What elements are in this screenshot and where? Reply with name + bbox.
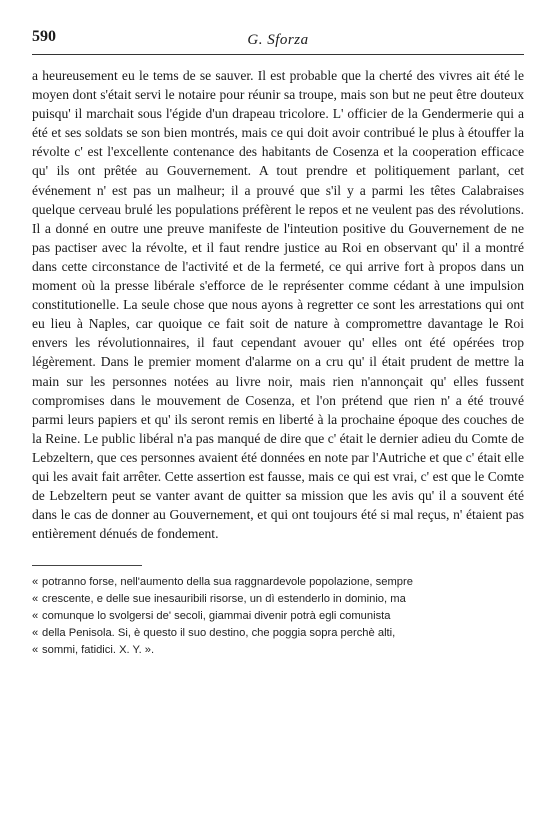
page-number: 590	[32, 28, 56, 45]
footnote-line: « della Penisola. Si, è questo il suo destino, che poggia sopra perchè alti,	[32, 625, 524, 642]
footnote-quote-mark: «	[32, 576, 39, 589]
body-text	[32, 66, 524, 543]
footnote-quote-mark: «	[32, 593, 39, 606]
footnote-line: « crescente, e delle sue inesauribili risorse, un dì estenderlo in dominio, ma	[32, 591, 524, 608]
footnote-line: « potranno forse, nell'aumento della sua raggnardevole popolazione, sempre	[32, 574, 524, 591]
running-head: G. Sforza	[247, 32, 309, 48]
footnote-quote-mark: «	[32, 644, 39, 657]
footnote	[32, 574, 524, 659]
header-rule	[32, 54, 524, 55]
footnote-separator	[32, 565, 142, 566]
footnote-quote-mark: «	[32, 627, 39, 640]
body-paragraph: a heureusement eu le tems de se sauver. Il est probable que la cherté des vivres ait été le moyen dont s'était servi le notaire pour réunir sa troupe, mais son but ne peut être douteux puisqu' il marchait sous l'égide d'un drapeau tricolore. L' officier de la Gendermerie qui a été et ses soldats se son bien montrés, mais ce qui doit avoir contribué le plus à étouffer la révolte c' est l'excellente contenance des habitants de Cosenza et la cooperation efficace qu' ils ont prêtée au Gouvernement. A tout prendre et politiquement parlant, cet événement n' est pas un malheur; il a prouvé que s'il y a parmi les têtes Calabraises quelque cerveau brulé les populations préfèrent le repos et ne veulent pas des révolutions. Il a donné en outre une preuve manifeste de l'inteution positive du Gouvernement de ne pas pactiser avec la révolte, et il faut rendre justice au Roi en observant qu' il a montré dans cette circonstance de l'activité et de la fermeté, ce qui arrive fort à propos dans un moment où la presse libérale s'efforce de le représenter comme cédant à une impulsion constitutionelle. La seule chose que nous ayons à regretter ce sont les arrestations qui ont eu lieu à Naples, car quoique ce fait soit de nature à compromettre davantage le Roi envers les révolutionnaires, il faut cependant avouer qu' elles ont été opérées trop légèrement. Dans le premier moment d'alarme on a cru qu' il était prudent de mettre la main sur les personnes notées au livre noir, mais rien n'annonçait qu' elles fussent compromises dans le mouvement de Cosenza, et l'on prétend que rien n' a été trouvé parmi leurs papiers et qu' ils seront remis en liberté à la prochaine époque des couches de la Reine. Le public libéral n'a pas manqué de dire que c' était le dernier adieu du Comte de Lebzeltern, que ces personnes avaient été données en note par l'Autriche et que c' était elle qui les avait fait arrêter. Cette assertion est fausse, mais ce qui est vrai, c' est que le Comte de Lebzeltern peut se vanter avant de quitter sa mission que les avis qu' il a souvent été dans le cas de donner au Gouvernement, et qui ont toujours été si mal reçus, n' étaient pas entièrement dénués de fondement.	[32, 68, 524, 542]
footnote-line: « comunque lo svolgersi de' secoli, giammai divenir potrà egli comunista	[32, 608, 524, 625]
footnote-line: « sommi, fatidici. X. Y. ».	[32, 642, 524, 659]
footnote-quote-mark: «	[32, 610, 39, 623]
page-header	[32, 22, 524, 52]
